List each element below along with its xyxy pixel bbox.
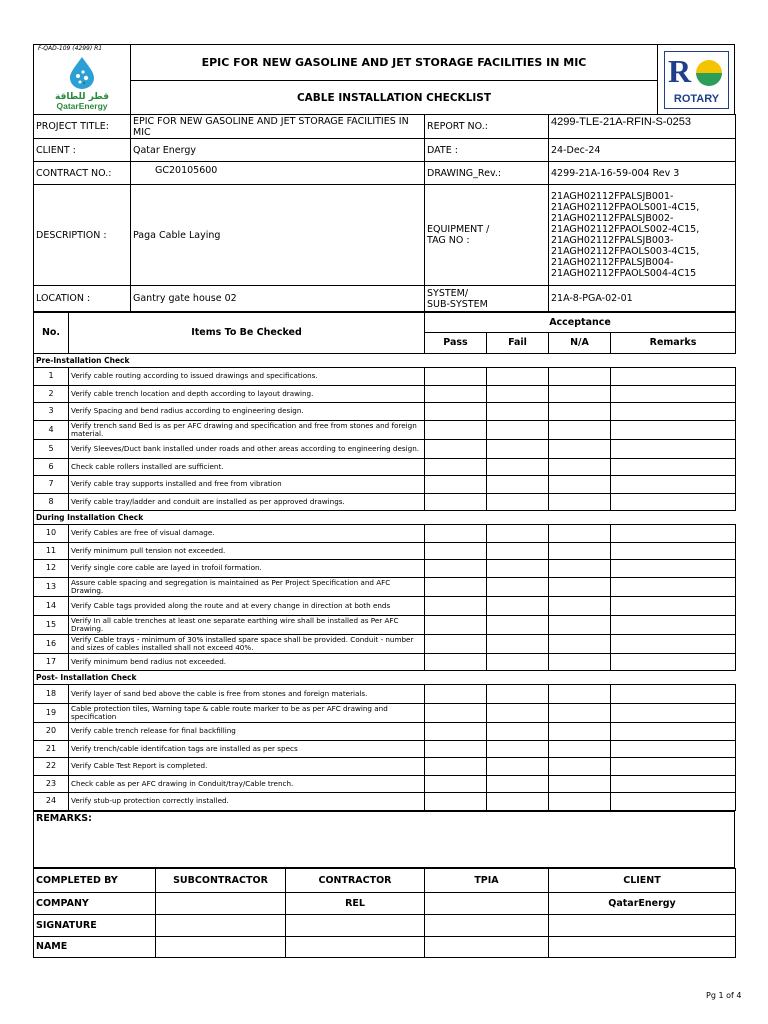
na-cell[interactable]	[549, 493, 611, 511]
remarks-cell[interactable]	[611, 634, 736, 653]
pass-cell[interactable]	[425, 704, 487, 723]
pass-cell[interactable]	[425, 560, 487, 578]
fail-cell[interactable]	[487, 596, 549, 615]
item-number: 19	[34, 704, 69, 723]
subcontractor-header: SUBCONTRACTOR	[156, 868, 286, 892]
remarks-cell[interactable]	[611, 775, 736, 793]
section-header-row	[34, 511, 736, 525]
item-description: Check cable rollers installed are sufficient.	[69, 458, 425, 476]
item-number: 23	[34, 775, 69, 793]
qatarenergy-arabic-name: قطر للطاقة	[55, 92, 109, 102]
item-number: 18	[34, 685, 69, 704]
checklist-row	[34, 560, 736, 578]
checklist-row	[34, 723, 736, 741]
checklist-row	[34, 740, 736, 758]
system-label	[425, 286, 549, 312]
header-title-block	[131, 45, 657, 114]
info-row-client	[34, 139, 736, 162]
subcontractor-signature-field[interactable]	[156, 914, 286, 936]
item-description: Verify stub-up protection correctly installed.	[69, 793, 425, 811]
date-value: 24-Dec-24	[549, 139, 736, 162]
fail-cell[interactable]	[487, 653, 549, 671]
item-description: Verify Cables are free of visual damage.	[69, 525, 425, 543]
fail-cell[interactable]	[487, 560, 549, 578]
system-label-line2: SUB-SYSTEM	[427, 298, 488, 310]
checklist-row	[34, 596, 736, 615]
remarks-label: REMARKS:	[36, 812, 92, 824]
col-fail-header: Fail	[487, 333, 549, 354]
na-cell[interactable]	[549, 476, 611, 494]
client-header: CLIENT	[549, 868, 736, 892]
checklist-row	[34, 615, 736, 634]
equipment-tag: 21AGH02112FPAOLS003-4C15,	[551, 246, 700, 257]
na-cell[interactable]	[549, 368, 611, 386]
equipment-label-line2: TAG NO :	[427, 235, 470, 246]
fail-cell[interactable]	[487, 368, 549, 386]
signature-label: SIGNATURE	[34, 914, 156, 936]
col-no-header: No.	[34, 313, 69, 354]
item-number: 20	[34, 723, 69, 741]
item-description: Verify Cable tags provided along the route and at every change in direction at both ends	[69, 596, 425, 615]
pass-cell[interactable]	[425, 740, 487, 758]
col-remarks-header: Remarks	[611, 333, 736, 354]
pass-cell[interactable]	[425, 793, 487, 811]
checklist-row	[34, 476, 736, 494]
checklist-row	[34, 758, 736, 776]
na-cell[interactable]	[549, 793, 611, 811]
fail-cell[interactable]	[487, 458, 549, 476]
signoff-table	[33, 868, 736, 958]
fail-cell[interactable]	[487, 420, 549, 439]
pass-cell[interactable]	[425, 723, 487, 741]
na-cell[interactable]	[549, 403, 611, 421]
pass-cell[interactable]	[425, 542, 487, 560]
item-number: 17	[34, 653, 69, 671]
qatarenergy-name: QatarEnergy	[56, 101, 108, 111]
client-company-value: QatarEnergy	[549, 892, 736, 914]
fail-cell[interactable]	[487, 723, 549, 741]
info-row-contract	[34, 162, 736, 185]
checklist-sheet	[33, 44, 735, 958]
pass-cell[interactable]	[425, 385, 487, 403]
section-header-row	[34, 671, 736, 685]
name-label: NAME	[34, 936, 156, 957]
equipment-tag: 21AGH02112FPALSJB004-	[551, 257, 674, 268]
fail-cell[interactable]	[487, 476, 549, 494]
checklist-row	[34, 368, 736, 386]
signoff-company-row	[34, 892, 736, 914]
description-label: DESCRIPTION :	[34, 185, 131, 286]
item-description: Verify Cable trays - minimum of 30% installed spare space shall be provided. Conduit - number and sizes of cables installed shall not exceed 40%.	[69, 634, 425, 653]
checklist-table	[33, 312, 736, 811]
section-title: Post- Installation Check	[34, 671, 736, 685]
checklist-row	[34, 493, 736, 511]
fail-cell[interactable]	[487, 685, 549, 704]
location-label: LOCATION :	[34, 286, 131, 312]
contractor-company-value: REL	[286, 892, 425, 914]
remarks-cell[interactable]	[611, 458, 736, 476]
project-info-table	[33, 114, 736, 312]
na-cell[interactable]	[549, 758, 611, 776]
equipment-tag: 21AGH02112FPALSJB001-	[551, 191, 674, 202]
item-number: 24	[34, 793, 69, 811]
na-cell[interactable]	[549, 542, 611, 560]
project-title-value: EPIC FOR NEW GASOLINE AND JET STORAGE FACILITIES IN MIC	[131, 115, 425, 139]
remarks-cell[interactable]	[611, 596, 736, 615]
item-description: Verify layer of sand bed above the cable is free from stones and foreign materials.	[69, 685, 425, 704]
rotary-logo-name: ROTARY	[673, 93, 720, 105]
section-header-row	[34, 354, 736, 368]
checklist-row	[34, 685, 736, 704]
item-number: 15	[34, 615, 69, 634]
pass-cell[interactable]	[425, 403, 487, 421]
company-label: COMPANY	[34, 892, 156, 914]
na-cell[interactable]	[549, 723, 611, 741]
remarks-cell[interactable]	[611, 542, 736, 560]
fail-cell[interactable]	[487, 758, 549, 776]
section-title: Pre-Installation Check	[34, 354, 736, 368]
fail-cell[interactable]	[487, 704, 549, 723]
checklist-row	[34, 542, 736, 560]
subcontractor-company-field[interactable]	[156, 892, 286, 914]
info-row-project	[34, 115, 736, 139]
item-number: 13	[34, 577, 69, 596]
fail-cell[interactable]	[487, 793, 549, 811]
location-value: Gantry gate house 02	[131, 286, 425, 312]
item-number: 22	[34, 758, 69, 776]
item-number: 4	[34, 420, 69, 439]
completed-by-label: COMPLETED BY	[34, 868, 156, 892]
item-number: 10	[34, 525, 69, 543]
remarks-cell[interactable]	[611, 385, 736, 403]
col-na-header: N/A	[549, 333, 611, 354]
item-number: 14	[34, 596, 69, 615]
item-number: 6	[34, 458, 69, 476]
subcontractor-name-field[interactable]	[156, 936, 286, 957]
rotary-logo-letter: R	[668, 53, 692, 89]
remarks-cell[interactable]	[611, 525, 736, 543]
item-description: Verify single core cable are layed in trofoil formation.	[69, 560, 425, 578]
item-number: 16	[34, 634, 69, 653]
checklist-row	[34, 653, 736, 671]
fail-cell[interactable]	[487, 634, 549, 653]
fail-cell[interactable]	[487, 525, 549, 543]
fail-cell[interactable]	[487, 385, 549, 403]
fail-cell[interactable]	[487, 577, 549, 596]
pass-cell[interactable]	[425, 525, 487, 543]
item-description: Assure cable spacing and segregation is maintained as Per Project Specification and AFC Drawing.	[69, 577, 425, 596]
pass-cell[interactable]	[425, 685, 487, 704]
na-cell[interactable]	[549, 385, 611, 403]
checklist-row	[34, 385, 736, 403]
item-description: Verify cable trench release for final backfilling	[69, 723, 425, 741]
date-label: DATE :	[425, 139, 549, 162]
na-cell[interactable]	[549, 420, 611, 439]
tpia-name-field[interactable]	[425, 936, 549, 957]
pass-cell[interactable]	[425, 634, 487, 653]
col-pass-header: Pass	[425, 333, 487, 354]
remarks-cell[interactable]	[611, 560, 736, 578]
checklist-heading: CABLE INSTALLATION CHECKLIST	[296, 91, 492, 104]
remarks-cell[interactable]	[611, 653, 736, 671]
item-number: 21	[34, 740, 69, 758]
item-description: Verify trench/cable identifcation tags are installed as per specs	[69, 740, 425, 758]
equipment-tag-list	[549, 185, 736, 286]
na-cell[interactable]	[549, 615, 611, 634]
item-description: Verify cable routing according to issued drawings and specifications.	[69, 368, 425, 386]
pass-cell[interactable]	[425, 368, 487, 386]
item-number: 8	[34, 493, 69, 511]
description-value: Paga Cable Laying	[131, 185, 425, 286]
equipment-tag: 21AGH02112FPALSJB003-	[551, 235, 674, 246]
client-label: CLIENT :	[34, 139, 131, 162]
rotary-globe-icon	[696, 60, 722, 86]
page-number: Pg 1 of 4	[706, 991, 742, 1000]
item-number: 3	[34, 403, 69, 421]
contractor-logo-cell	[657, 45, 734, 114]
fail-cell[interactable]	[487, 775, 549, 793]
item-description: Cable protection tiles, Warning tape & cable route marker to be as per AFC drawing and specification	[69, 704, 425, 723]
tpia-signature-field[interactable]	[425, 914, 549, 936]
equipment-label-line1: EQUIPMENT /	[427, 224, 490, 235]
remarks-cell[interactable]	[611, 368, 736, 386]
signoff-header-row	[34, 868, 736, 892]
checklist-row	[34, 420, 736, 439]
pass-cell[interactable]	[425, 653, 487, 671]
qatarenergy-drop-icon	[65, 55, 99, 89]
item-number: 7	[34, 476, 69, 494]
contractor-name-field[interactable]	[286, 936, 425, 957]
document-header	[33, 44, 735, 114]
na-cell[interactable]	[549, 653, 611, 671]
item-description: Verify minimum bend radius not exceeded.	[69, 653, 425, 671]
contract-no-label: CONTRACT NO.:	[34, 162, 131, 185]
equipment-tag: 21AGH02112FPAOLS001-4C15,	[551, 202, 700, 213]
equipment-tag: 21AGH02112FPAOLS004-4C15	[551, 268, 697, 279]
checklist-row	[34, 704, 736, 723]
checklist-row	[34, 634, 736, 653]
client-name-field[interactable]	[549, 936, 736, 957]
na-cell[interactable]	[549, 525, 611, 543]
fail-cell[interactable]	[487, 439, 549, 458]
na-cell[interactable]	[549, 439, 611, 458]
remarks-cell[interactable]	[611, 476, 736, 494]
item-description: Verify trench sand Bed is as per AFC drawing and specification and free from stones and foreign material.	[69, 420, 425, 439]
contractor-signature-field[interactable]	[286, 914, 425, 936]
col-items-header: Items To Be Checked	[69, 313, 425, 354]
remarks-cell[interactable]	[611, 685, 736, 704]
drawing-label: DRAWING_Rev.:	[425, 162, 549, 185]
pass-cell[interactable]	[425, 420, 487, 439]
fail-cell[interactable]	[487, 542, 549, 560]
remarks-cell[interactable]	[611, 403, 736, 421]
na-cell[interactable]	[549, 596, 611, 615]
fail-cell[interactable]	[487, 493, 549, 511]
item-description: Verify Cable Test Report is completed.	[69, 758, 425, 776]
system-label-line1: SYSTEM/	[427, 287, 469, 299]
qatarenergy-logo	[52, 55, 112, 110]
na-cell[interactable]	[549, 704, 611, 723]
fail-cell[interactable]	[487, 740, 549, 758]
section-title: During Installation Check	[34, 511, 736, 525]
remarks-cell[interactable]	[611, 420, 736, 439]
pass-cell[interactable]	[425, 476, 487, 494]
project-heading: EPIC FOR NEW GASOLINE AND JET STORAGE FACILITIES IN MIC	[131, 45, 657, 81]
tpia-header: TPIA	[425, 868, 549, 892]
na-cell[interactable]	[549, 458, 611, 476]
checklist-row	[34, 793, 736, 811]
checklist-row	[34, 577, 736, 596]
equipment-label	[425, 185, 549, 286]
checklist-row	[34, 439, 736, 458]
item-description: Verify cable trench location and depth according to layout drawing.	[69, 385, 425, 403]
item-description: Verify minimum pull tension not exceeded.	[69, 542, 425, 560]
item-description: Verify cable tray supports installed and free from vibration	[69, 476, 425, 494]
tpia-company-field[interactable]	[425, 892, 549, 914]
pass-cell[interactable]	[425, 775, 487, 793]
info-row-location	[34, 286, 736, 312]
rotary-logo	[664, 51, 729, 109]
remarks-cell[interactable]	[611, 740, 736, 758]
equipment-tag: 21AGH02112FPAOLS002-4C15,	[551, 224, 700, 235]
client-value: Qatar Energy	[131, 139, 425, 162]
item-number: 11	[34, 542, 69, 560]
contractor-header: CONTRACTOR	[286, 868, 425, 892]
checklist-body	[34, 354, 736, 811]
report-no-label: REPORT NO.:	[425, 115, 549, 139]
pass-cell[interactable]	[425, 596, 487, 615]
na-cell[interactable]	[549, 560, 611, 578]
system-value: 21A-8-PGA-02-01	[549, 286, 736, 312]
remarks-cell[interactable]	[611, 439, 736, 458]
item-description: Verify Spacing and bend radius according to engineering design.	[69, 403, 425, 421]
fail-cell[interactable]	[487, 615, 549, 634]
info-row-description	[34, 185, 736, 286]
remarks-cell[interactable]	[611, 793, 736, 811]
pass-cell[interactable]	[425, 493, 487, 511]
na-cell[interactable]	[549, 577, 611, 596]
item-description: Verify In all cable trenches at least one separate earthing wire shall be installed as Per AFC Drawing.	[69, 615, 425, 634]
remarks-table	[33, 811, 735, 868]
remarks-cell[interactable]	[611, 723, 736, 741]
remarks-cell[interactable]	[611, 758, 736, 776]
item-number: 2	[34, 385, 69, 403]
na-cell[interactable]	[549, 775, 611, 793]
checklist-row	[34, 458, 736, 476]
signoff-signature-row	[34, 914, 736, 936]
checklist-row	[34, 525, 736, 543]
fail-cell[interactable]	[487, 403, 549, 421]
pass-cell[interactable]	[425, 758, 487, 776]
checklist-row	[34, 775, 736, 793]
remarks-cell[interactable]	[611, 577, 736, 596]
equipment-tag: 21AGH02112FPALSJB002-	[551, 213, 674, 224]
remarks-field[interactable]	[34, 811, 735, 867]
remarks-cell[interactable]	[611, 493, 736, 511]
client-signature-field[interactable]	[549, 914, 736, 936]
report-no-value: 4299-TLE-21A-RFIN-S-0253	[549, 115, 736, 139]
signoff-name-row	[34, 936, 736, 957]
contract-no-value: GC20105600	[131, 162, 425, 185]
na-cell[interactable]	[549, 634, 611, 653]
na-cell[interactable]	[549, 740, 611, 758]
checklist-row	[34, 403, 736, 421]
item-description: Verify Sleeves/Duct bank installed under roads and other areas according to engineering design.	[69, 439, 425, 458]
pass-cell[interactable]	[425, 577, 487, 596]
na-cell[interactable]	[549, 685, 611, 704]
project-title-label: PROJECT TITLE:	[34, 115, 131, 139]
form-number: F-QAD-109 (4299) R1	[38, 45, 103, 52]
item-description: Verify cable tray/ladder and conduit are installed as per approved drawings.	[69, 493, 425, 511]
client-logo-cell	[34, 45, 131, 114]
col-acceptance-header: Acceptance	[425, 313, 736, 333]
checklist-header-row	[34, 313, 736, 333]
item-number: 12	[34, 560, 69, 578]
pass-cell[interactable]	[425, 439, 487, 458]
remarks-cell[interactable]	[611, 615, 736, 634]
pass-cell[interactable]	[425, 615, 487, 634]
pass-cell[interactable]	[425, 458, 487, 476]
drawing-value: 4299-21A-16-59-004 Rev 3	[549, 162, 736, 185]
remarks-cell[interactable]	[611, 704, 736, 723]
item-number: 5	[34, 439, 69, 458]
item-description: Check cable as per AFC drawing in Conduit/tray/Cable trench.	[69, 775, 425, 793]
item-number: 1	[34, 368, 69, 386]
